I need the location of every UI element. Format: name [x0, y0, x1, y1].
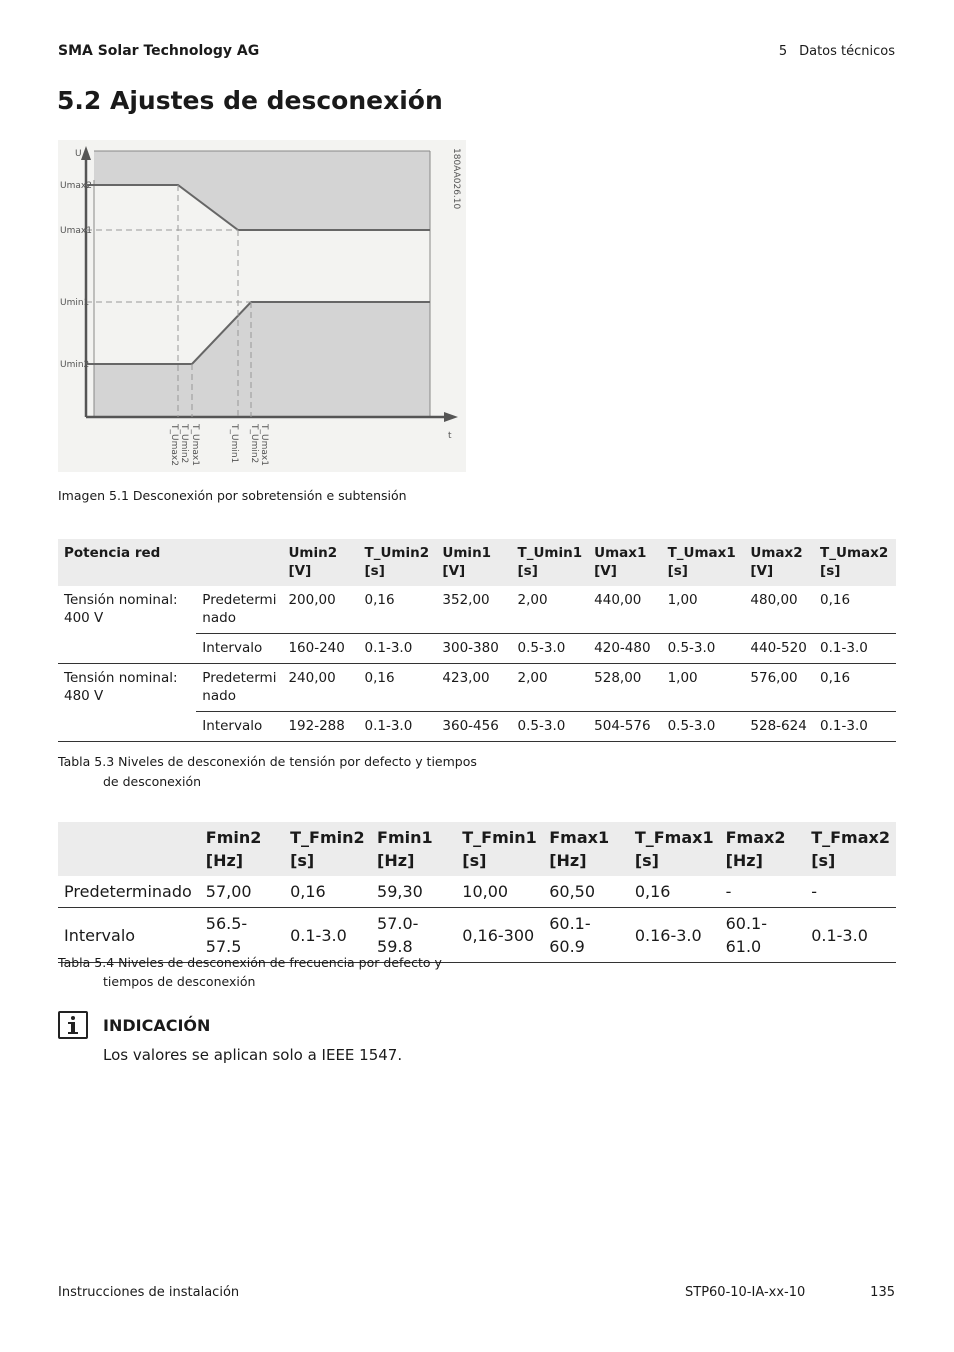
header-t-umin2: T_Umin2 [s] — [364, 545, 430, 579]
table-row: Tensión nominal: 400 V Predetermi nado 200,00 0,16 352,00 2,00 440,00 1,00 480,00 0,16 — [58, 586, 896, 634]
table-header-row — [58, 822, 896, 876]
voltage-disconnection-diagram — [58, 140, 466, 472]
header-umax1: Umax1 [V] — [594, 545, 647, 579]
figure-id: 180AA026.10 — [451, 148, 461, 210]
section-title: 5.2 Ajustes de desconexión — [57, 86, 443, 115]
group-label-480v: Tensión nominal: 480 V — [58, 664, 196, 742]
header-chapter — [779, 44, 895, 59]
table1-caption-line2: de desconexión — [103, 774, 202, 789]
label-umin2: Umin2 — [60, 360, 90, 370]
page-number: 135 — [870, 1285, 895, 1300]
note-title: INDICACIÓN — [103, 1016, 211, 1035]
table-row: Tensión nominal: 480 V Predetermi nado 240,00 0,16 423,00 2,00 528,00 1,00 576,00 0,16 — [58, 664, 896, 712]
disconnection-figure — [58, 140, 466, 472]
y-axis-label: U — [75, 149, 82, 159]
x-axis-label: t — [448, 431, 452, 441]
time-label-5: T_Umin2 — [249, 424, 259, 464]
table-row: Intervalo 192-288 0.1-3.0 360-456 0.5-3.0 504-576 0.5-3.0 528-624 0.1-3.0 — [58, 712, 896, 742]
header-t-fmax2: T_Fmax2 [s] — [811, 828, 890, 870]
time-label-2: T_Umin2 — [179, 424, 189, 464]
header-fmin2: Fmin2 [Hz] — [205, 828, 262, 870]
header-t-umax1: T_Umax1 [s] — [667, 545, 736, 579]
header-t-umin1: T_Umin1 [s] — [517, 545, 583, 579]
note-text: Los valores se aplican solo a IEEE 1547. — [103, 1046, 403, 1064]
footer-doc-title: Instrucciones de instalación — [58, 1285, 240, 1300]
header-chapter-number: 5 — [778, 44, 788, 59]
label-umax2: Umax2 — [60, 181, 92, 191]
header-umin2: Umin2 [V] — [288, 545, 338, 579]
time-label-3: T_Umax1 — [190, 424, 200, 466]
time-label-6: T_Umax1 — [259, 424, 269, 466]
header-company: SMA Solar Technology AG — [58, 43, 260, 59]
table-row: Predeterminado 57,00 0,16 59,30 10,00 60,50 0,16 - - — [58, 876, 896, 908]
header-t-fmin1: T_Fmin1 [s] — [462, 828, 537, 870]
header-t-fmax1: T_Fmax1 [s] — [634, 828, 714, 870]
label-umax1: Umax1 — [60, 226, 92, 236]
header-fmax1: Fmax1 [Hz] — [549, 828, 610, 870]
table-row: Intervalo 160-240 0.1-3.0 300-380 0.5-3.0 420-480 0.5-3.0 440-520 0.1-3.0 — [58, 634, 896, 664]
header-chapter-title: Datos técnicos — [799, 44, 895, 59]
header-fmax2: Fmax2 [Hz] — [725, 828, 786, 870]
group-label-400v: Tensión nominal: 400 V — [58, 586, 196, 664]
header-umax2: Umax2 [V] — [750, 545, 803, 579]
table2-caption-line1: Tabla 5.4 Niveles de desconexión de frecuencia por defecto y — [58, 955, 442, 970]
label-umin1: Umin1 — [60, 298, 90, 308]
header-t-umax2: T_Umax2 [s] — [820, 545, 889, 579]
header-umin1: Umin1 [V] — [442, 545, 492, 579]
info-icon — [58, 1011, 88, 1039]
voltage-disconnection-table — [58, 539, 896, 742]
header-potencia-red: Potencia red — [64, 545, 161, 561]
time-label-1: T_Umax2 — [169, 424, 179, 466]
header-fmin1: Fmin1 [Hz] — [377, 828, 433, 870]
header-t-fmin2: T_Fmin2 [s] — [290, 828, 365, 870]
table-header-row — [58, 539, 896, 586]
footer-doc-code: STP60-10-IA-xx-10 — [685, 1285, 806, 1300]
frequency-disconnection-table — [58, 822, 896, 963]
figure-caption: Imagen 5.1 Desconexión por sobretensión e subtensión — [58, 488, 407, 503]
header-empty — [196, 539, 282, 586]
table-row: Intervalo 56.5-57.5 0.1-3.0 57.0-59.8 0,16-300 60.1-60.9 0.16-3.0 60.1-61.0 0.1-3.0 — [58, 908, 896, 963]
table1-caption-line1: Tabla 5.3 Niveles de desconexión de tensión por defecto y tiempos — [58, 754, 477, 769]
time-label-4: T_Umin1 — [229, 424, 239, 464]
table2-caption-line2: tiempos de desconexión — [103, 974, 256, 989]
